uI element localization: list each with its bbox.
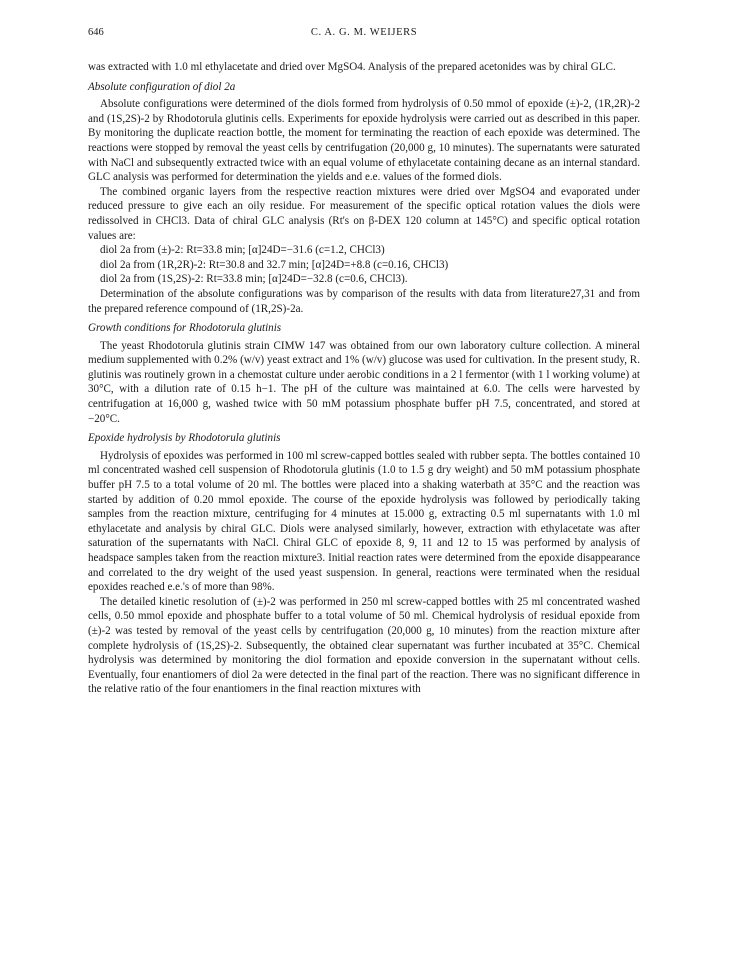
section-heading-absolute-configuration: Absolute configuration of diol 2a xyxy=(88,80,236,93)
page xyxy=(88,26,640,697)
paragraph-continued: was extracted with 1.0 ml ethylacetate and dried over MgSO4. Analysis of the prepared acetonides was by chiral GLC. xyxy=(88,61,616,73)
paragraph-organic-layers: The combined organic layers from the respective reaction mixtures were dried over MgSO4 and evaporated under reduced pressure to give each an oily residue. For measurement of the specific optical rotation values the diols were redissolved in CHCl3. Data of chiral GLC analysis (Rt's on β-DEX 120 column at 145°C) and specific optical rotation values are: xyxy=(88,185,640,242)
paragraph-determination: Determination of the absolute configurations was by comparison of the results with data from literature27,31 and from the prepared reference compound of (1R,2S)-2a. xyxy=(88,287,640,315)
paragraph-kinetic-resolution: The detailed kinetic resolution of (±)-2 was performed in 250 ml screw-capped bottles with 25 ml concentrated washed cells, 0.50 mmol epoxide and phosphate buffer to a total volume of 50 ml. Chemical hydrolysis of residual epoxide from (±)-2 was tested by removal of the yeast cells by centrifugation (20,000 g, 10 minutes) from the reaction mixture after complete hydrolysis of (1S,2S)-2. Subsequently, the obtained clear supernatant was further incubated at 35°C. Chemical hydrolysis was determined by monitoring the diol formation and epoxide conversion in the supernatant without cells. Eventually, four enantiomers of diol 2a were detected in the final part of the reaction. There was no significant difference in the relative ratio of the four enantiomers in the final reaction mixtures with xyxy=(88,595,640,696)
rotation-value-1s2s: diol 2a from (1S,2S)-2: Rt=33.8 min; [α]24D=−32.8 (c=0.6, CHCl3). xyxy=(100,273,408,286)
paragraph-growth-conditions: The yeast Rhodotorula glutinis strain CIMW 147 was obtained from our own laboratory culture collection. A mineral medium supplemented with 0.2% (w/v) yeast extract and 1% (w/v) glucose was used for cultivation. In the present study, R. glutinis was routinely grown in a chemostat culture under aerobic conditions in a 2 l fermentor (with 1 l working volume) at 30°C, with a dilution rate of 0.15 h−1. The pH of the culture was maintained at 6.0. The cells were harvested by centrifugation at 16,000 g, washed twice with 50 mM potassium phosphate buffer pH 7.5, concentrated, and stored at −20°C. xyxy=(88,339,640,425)
paragraph-epoxide-hydrolysis: Hydrolysis of epoxides was performed in 100 ml screw-capped bottles sealed with rubber septa. The bottles contained 10 ml concentrated washed cell suspension of Rhodotorula glutinis (1.0 to 1.5 g dry weight) and 50 mM potassium phosphate buffer pH 7.5 to a total volume of 20 ml. The bottles were placed into a shaking waterbath at 35°C and the reaction was started by addition of 0.20 mmol epoxide. The course of the epoxide hydrolysis was followed by periodically taking samples from the reaction mixture, centrifuging for 4 minutes at 15.000 g, extracting 0.5 ml supernatants with 1.0 ml ethylacetate and analysis by chiral GLC. Diols were analysed similarly, however, extraction with ethylacetate was after saturation of the supernatants with NaCl. Chiral GLC of epoxide 8, 9, 11 and 12 to 15 was performed by analysis of headspace samples taken from the reaction mixture3. Initial reaction rates were determined from the epoxide disappearance and correlated to the dry weight of the used yeast suspension. In general, reactions were terminated when the residual epoxides reached e.e.'s of more than 98%. xyxy=(88,449,640,594)
running-head: C. A. G. M. WEIJERS xyxy=(310,27,418,38)
paragraph-absolute-configuration: Absolute configurations were determined of the diols formed from hydrolysis of 0.50 mmol of epoxide (±)-2, (1R,2R)-2 and (1S,2S)-2 by Rhodotorula glutinis cells. Experiments for epoxide hydrolysis were carried out as described in this paper. By monitoring the duplicate reaction bottle, the moment for terminating the reaction of each epoxide was determined. The reactions were stopped by removal the yeast cells by centrifugation (20,000 g, 10 minutes). The supernatants were saturated with NaCl and subsequently extracted twice with an equal volume of ethylacetate containing decane as an internal standard. GLC analysis was performed for determination the yields and e.e. values of the formed diols. xyxy=(88,98,640,184)
page-header xyxy=(88,26,640,42)
section-heading-growth-conditions: Growth conditions for Rhodotorula glutinis xyxy=(88,322,282,335)
page-number: 646 xyxy=(88,27,104,38)
section-heading-epoxide-hydrolysis: Epoxide hydrolysis by Rhodotorula glutinis xyxy=(88,432,281,445)
rotation-value-1r2r: diol 2a from (1R,2R)-2: Rt=30.8 and 32.7 min; [α]24D=+8.8 (c=0.16, CHCl3) xyxy=(100,258,449,271)
rotation-value-racemic: diol 2a from (±)-2: Rt=33.8 min; [α]24D=−31.6 (c=1.2, CHCl3) xyxy=(100,244,385,257)
